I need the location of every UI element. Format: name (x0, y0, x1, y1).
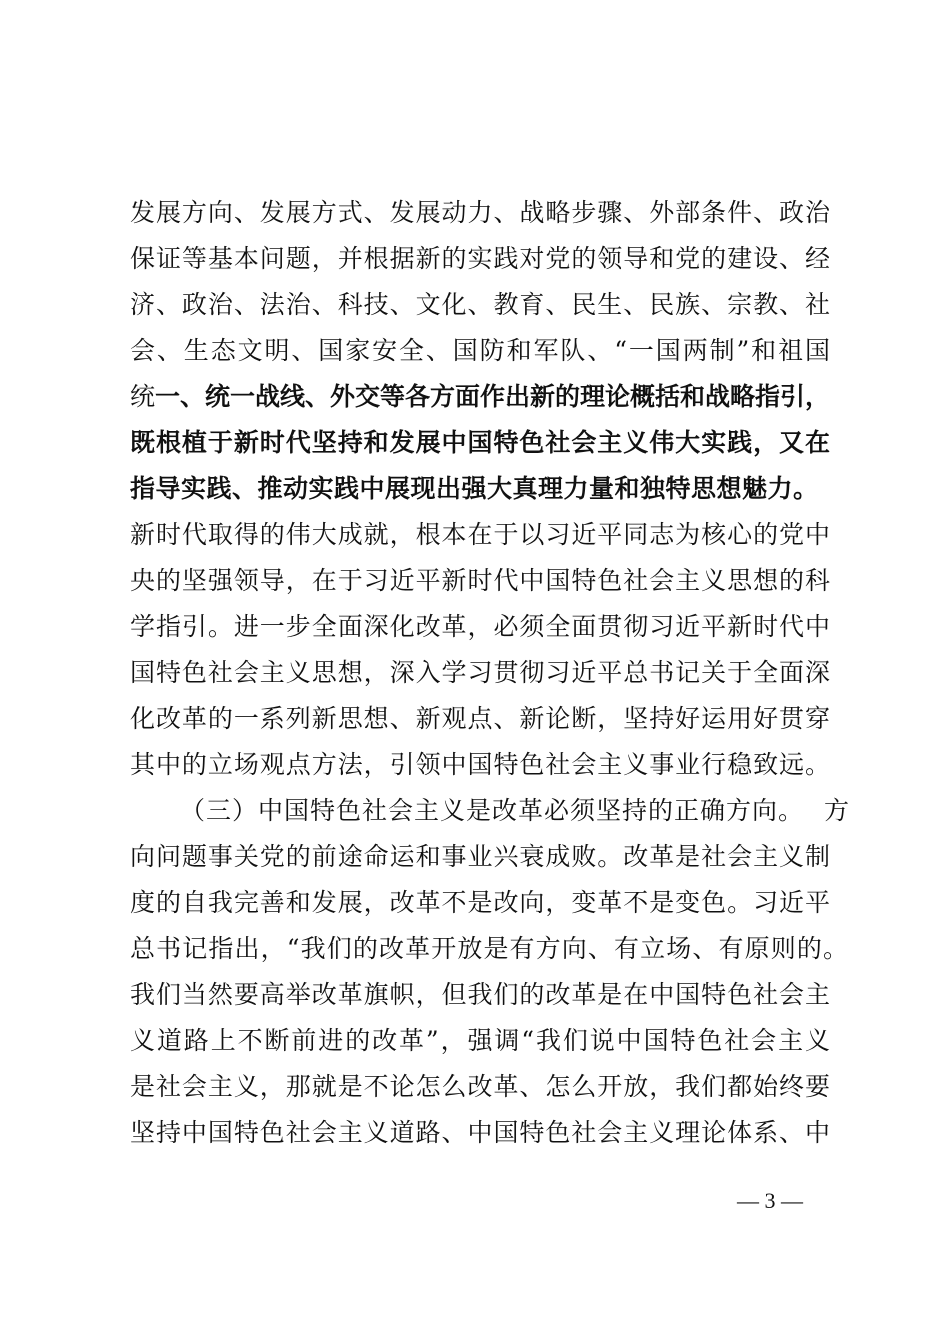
text-line-21: 坚持中国特色社会主义道路、中国特色社会主义理论体系、中 (130, 1118, 830, 1147)
text-line-13: 其中的立场观点方法，引领中国特色社会主义事业行稳致远。 (130, 750, 830, 779)
text-line-3: 济、政治、法治、科技、文化、教育、民生、民族、宗教、社 (130, 290, 830, 319)
text-line-19: 义道路上不断前进的改革”，强调“我们说中国特色社会主义 (130, 1026, 830, 1055)
text-line-5-start: 统 (130, 382, 156, 411)
text-line-17: 总书记指出，“我们的改革开放是有方向、有立场、有原则的。 (130, 934, 848, 963)
text-line-11: 国特色社会主义思想，深入学习贯彻习近平总书记关于全面深 (130, 658, 830, 687)
bold-text-line-2: 既根植于新时代坚持和发展中国特色社会主义伟大实践，又在 (130, 428, 830, 457)
text-line-5 (130, 374, 850, 420)
text-line-18: 我们当然要高举改革旗帜，但我们的改革是在中国特色社会主 (130, 980, 830, 1009)
text-line-10: 学指引。进一步全面深化改革，必须全面贯彻习近平新时代中 (130, 612, 830, 641)
section-heading: （三）中国特色社会主义是改革必须坚持的正确方向。 (180, 796, 805, 825)
text-line-9: 央的坚强领导，在于习近平新时代中国特色社会主义思想的科 (130, 566, 830, 595)
text-line-20: 是社会主义，那就是不论怎么改革、怎么开放，我们都始终要 (130, 1072, 830, 1101)
text-line-4: 会、生态文明、国家安全、国防和军队、“一国两制”和祖国 (130, 336, 830, 365)
text-line-8: 新时代取得的伟大成就，根本在于以习近平同志为核心的党中 (130, 520, 830, 549)
section-line-end: 方 (824, 796, 850, 825)
bold-sentence-start: 一、统一战线、外交等各方面作出新的理论概括和战略指引， (155, 382, 831, 411)
text-line-12: 化改革的一系列新思想、新观点、新论断，坚持好运用好贯穿 (130, 704, 830, 733)
text-line-16: 度的自我完善和发展，改革不是改向，变革不是变色。习近平 (130, 888, 830, 917)
bold-text-line-3: 指导实践、推动实践中展现出强大真理力量和独特思想魅力。 (130, 474, 819, 503)
section-heading-line (180, 788, 850, 834)
text-line-15: 向问题事关党的前途命运和事业兴衰成败。改革是社会主义制 (130, 842, 830, 871)
text-line-2: 保证等基本问题，并根据新的实践对党的领导和党的建设、经 (130, 244, 830, 273)
text-line-1: 发展方向、发展方式、发展动力、战略步骤、外部条件、政治 (130, 198, 830, 227)
page-number: — 3 — (737, 1188, 803, 1213)
